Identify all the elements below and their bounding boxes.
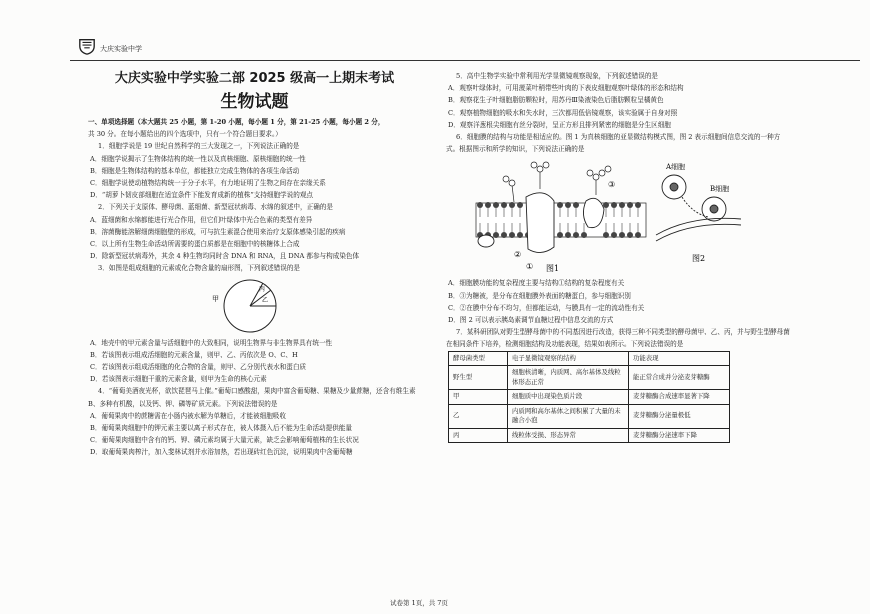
table-cell: 野生型 bbox=[449, 366, 508, 390]
q6-option-a: A．细胞膜功能的复杂程度主要与结构①结构的复杂程度有关 bbox=[448, 279, 625, 288]
q1-option-b: B．细胞是生物体结构的基本单位，都能独立完成生物体的各项生命活动 bbox=[90, 166, 300, 175]
table-cell: 麦芽糖酶合成速率显著下降 bbox=[629, 390, 730, 405]
page-header bbox=[70, 36, 860, 61]
table-cell: 线粒体受损、形态异常 bbox=[508, 428, 629, 443]
q3-option-b: B．若该图表示组成活细胞的元素含量，则甲、乙、丙依次是 O、C、H bbox=[90, 350, 298, 359]
q1-stem: 1．细胞学说是 19 世纪自然科学的三大发现之一，下列说法正确的是 bbox=[98, 142, 300, 151]
q6-stem: 6．细胞膜的结构与功能是相适应的。图 1 为真核细胞的亚显微结构模式图，图 2 表示细胞间信息交流的一种方式。根据图示和所学的知识，下列说法正确的是 bbox=[446, 133, 781, 154]
q4-option-c: C．葡萄果肉细胞中含有的钙、钾、磷元素均属于大量元素，缺乏会影响葡萄植株的生长状况 bbox=[90, 436, 359, 445]
q5-stem: 5．高中生物学实验中常利用光学显微镜观察现象，下列叙述错误的是 bbox=[456, 72, 659, 80]
q1-option-d: D．“胡萝卜韧皮部细胞在适宜条件下能发育成新的植株”支持细胞学说的观点 bbox=[90, 191, 314, 200]
q2-option-d: D．除新型冠状病毒外，其余 4 种生物均同时含 DNA 和 RNA，且 DNA 都参与构成染色体 bbox=[90, 252, 360, 261]
table-cell: 细胞质中出现染色质片段 bbox=[508, 390, 629, 405]
q4-option-b: B．葡萄果肉细胞中的钾元素主要以离子形式存在，被人体摄入后不能为生命活动提供能量 bbox=[90, 424, 352, 433]
figure1-caption: 图1 bbox=[546, 264, 560, 274]
pie-label-yi: 乙 bbox=[262, 296, 269, 304]
label-2: ② bbox=[514, 250, 522, 260]
page-footer: 试卷第 1页，共 7页 bbox=[390, 599, 448, 607]
q3-pie-chart bbox=[208, 277, 278, 335]
figure2-caption: 图2 bbox=[692, 254, 706, 264]
q2-option-a: A．蓝细菌和水绵都能进行光合作用，但它们叶绿体中光合色素的类型有差异 bbox=[90, 215, 313, 224]
glycocalyx-chains bbox=[503, 162, 611, 202]
q3-stem: 3．如图是组成细胞的元素或化合物含量的扇形图，下列叙述错误的是 bbox=[98, 264, 301, 273]
q3-option-c: C．若该图表示组成活细胞的化合物的含量，则甲、乙分别代表水和蛋白质 bbox=[90, 363, 307, 372]
q1-option-a: A．细胞学说揭示了生物体结构的统一性以及真核细胞、原核细胞的统一性 bbox=[90, 154, 306, 163]
school-logo-icon bbox=[78, 37, 96, 55]
subject-title: 生物试题 bbox=[220, 92, 289, 112]
pie-label-jia: 甲 bbox=[212, 294, 219, 303]
label-1: ① bbox=[526, 262, 534, 272]
q5-option-d: D．观察洋葱根尖细胞有丝分裂时，呈正方形且排列紧密的细胞是分生区细胞 bbox=[448, 120, 671, 129]
pie-label-bing: 丙 bbox=[259, 285, 266, 293]
table-row bbox=[449, 366, 730, 390]
section-heading-cont: 共 30 分。在每小题给出的四个选项中，只有一个符合题目要求。） bbox=[88, 130, 282, 139]
cell-a-label: A细胞 bbox=[666, 163, 686, 172]
table-header-row bbox=[449, 351, 730, 366]
q6-option-c: C．②在膜中分布不均匀，但都能运动，与膜具有一定的流动性有关 bbox=[448, 303, 645, 312]
q3-option-a: A．地壳中的甲元素含量与活细胞中的大致相同，说明生物界与非生物界具有统一性 bbox=[90, 338, 333, 347]
table-cell: 麦芽糖酶分泌量极低 bbox=[629, 404, 730, 428]
label-3: ③ bbox=[608, 180, 616, 190]
q4-stem: 4．“葡萄美酒夜光杯，欲饮琵琶马上催。”葡萄口感酸甜，果肉中富含葡萄糖、果糖及少量蔗糖，还含有维生素 B、多种有机酸，以及钙、钾、磷等矿质元素。下列说法错误的是 bbox=[88, 387, 416, 408]
q5-option-b: B．观察花生子叶细胞脂肪颗粒时，用苏丹Ⅲ染液染色后脂肪颗粒呈橘黄色 bbox=[448, 96, 664, 105]
table-cell: 细胞核清晰，内质网、高尔基体及线粒体形态正常 bbox=[508, 366, 629, 390]
q2-option-b: B．溶菌酶能溶解细菌细胞壁的形成，可与抗生素混合使用来治疗支原体感染引起的疾病 bbox=[90, 227, 346, 236]
q5-option-a: A．观察叶绿体时，可用菠菜叶稍带些叶肉的下表皮细胞观察叶绿体的形态和结构 bbox=[448, 84, 684, 93]
q4-option-d: D．取葡萄果肉榨汁，加入斐林试剂并水浴加热，若出现砖红色沉淀，说明果肉中含葡萄糖 bbox=[90, 448, 353, 457]
section-heading: 一、单项选择题（本大题共 25 小题，第 1-20 小题，每小题 1 分，第 21-25 小题，每小题 2 分， bbox=[88, 118, 385, 126]
right-column bbox=[446, 70, 791, 443]
table-cell: 甲 bbox=[449, 390, 508, 405]
q2-option-c: C．以上所有生物生命活动所需要的蛋白质都是在细胞中的核糖体上合成 bbox=[90, 240, 300, 249]
table-cell: 麦芽糖酶分泌速率下降 bbox=[629, 428, 730, 443]
school-name: 大庆实验中学 bbox=[100, 45, 142, 53]
q6-option-d: D．图 2 可以表示胰岛素调节血糖过程中信息交流的方式 bbox=[448, 316, 614, 325]
q6-membrane-figure bbox=[456, 157, 746, 275]
table-cell: 内质网和高尔基体之间积累了大量的未融合小泡 bbox=[508, 404, 629, 428]
table-row bbox=[449, 404, 730, 428]
q7-table bbox=[448, 351, 730, 444]
table-header: 功能表现 bbox=[629, 351, 730, 366]
q3-option-d: D．若该图表示细胞干重的元素含量，则甲为生命的核心元素 bbox=[90, 375, 267, 384]
table-cell: 丙 bbox=[449, 428, 508, 443]
table-row bbox=[449, 428, 730, 443]
membrane-bilayer bbox=[476, 203, 646, 237]
q4-option-a: A．葡萄果肉中的蔗糖需在小肠内被水解为单糖后，才能被细胞吸收 bbox=[90, 411, 286, 420]
table-row bbox=[449, 390, 730, 405]
left-column bbox=[88, 70, 421, 459]
table-cell: 乙 bbox=[449, 404, 508, 428]
q1-option-c: C．细胞学说使动植物结构统一于分子水平，有力地证明了生物之间存在亲缘关系 bbox=[90, 179, 326, 188]
table-header: 电子显微镜观察的结构 bbox=[508, 351, 629, 366]
q2-stem: 2．下列关于支原体、酵母菌、蓝细菌、新型冠状病毒、水绵的叙述中，正确的是 bbox=[98, 203, 333, 212]
exam-title: 大庆实验中学实验二部 2025 级高一上期末考试 bbox=[114, 71, 395, 86]
table-cell: 能正常合成并分泌麦芽糖酶 bbox=[629, 366, 730, 390]
table-header: 酵母菌类型 bbox=[449, 351, 508, 366]
q7-stem: 7．某科研团队对野生型酵母菌中的不同基因进行改造，获得三种不同类型的酵母菌甲、乙、丙，并与野生型酵母菌在相同条件下培养，检测细胞结构及功能表现，结果如表所示。下列说法错误的是 bbox=[446, 328, 790, 349]
q6-option-b: B．③为糖被，是分布在细胞膜外表面的糖蛋白，参与细胞识别 bbox=[448, 291, 631, 300]
cell-b-label: B细胞 bbox=[710, 185, 730, 194]
q5-option-c: C．观察植物细胞的吸水和失水时，三次都用低倍镜观察，该实验属于自身对照 bbox=[448, 108, 678, 117]
